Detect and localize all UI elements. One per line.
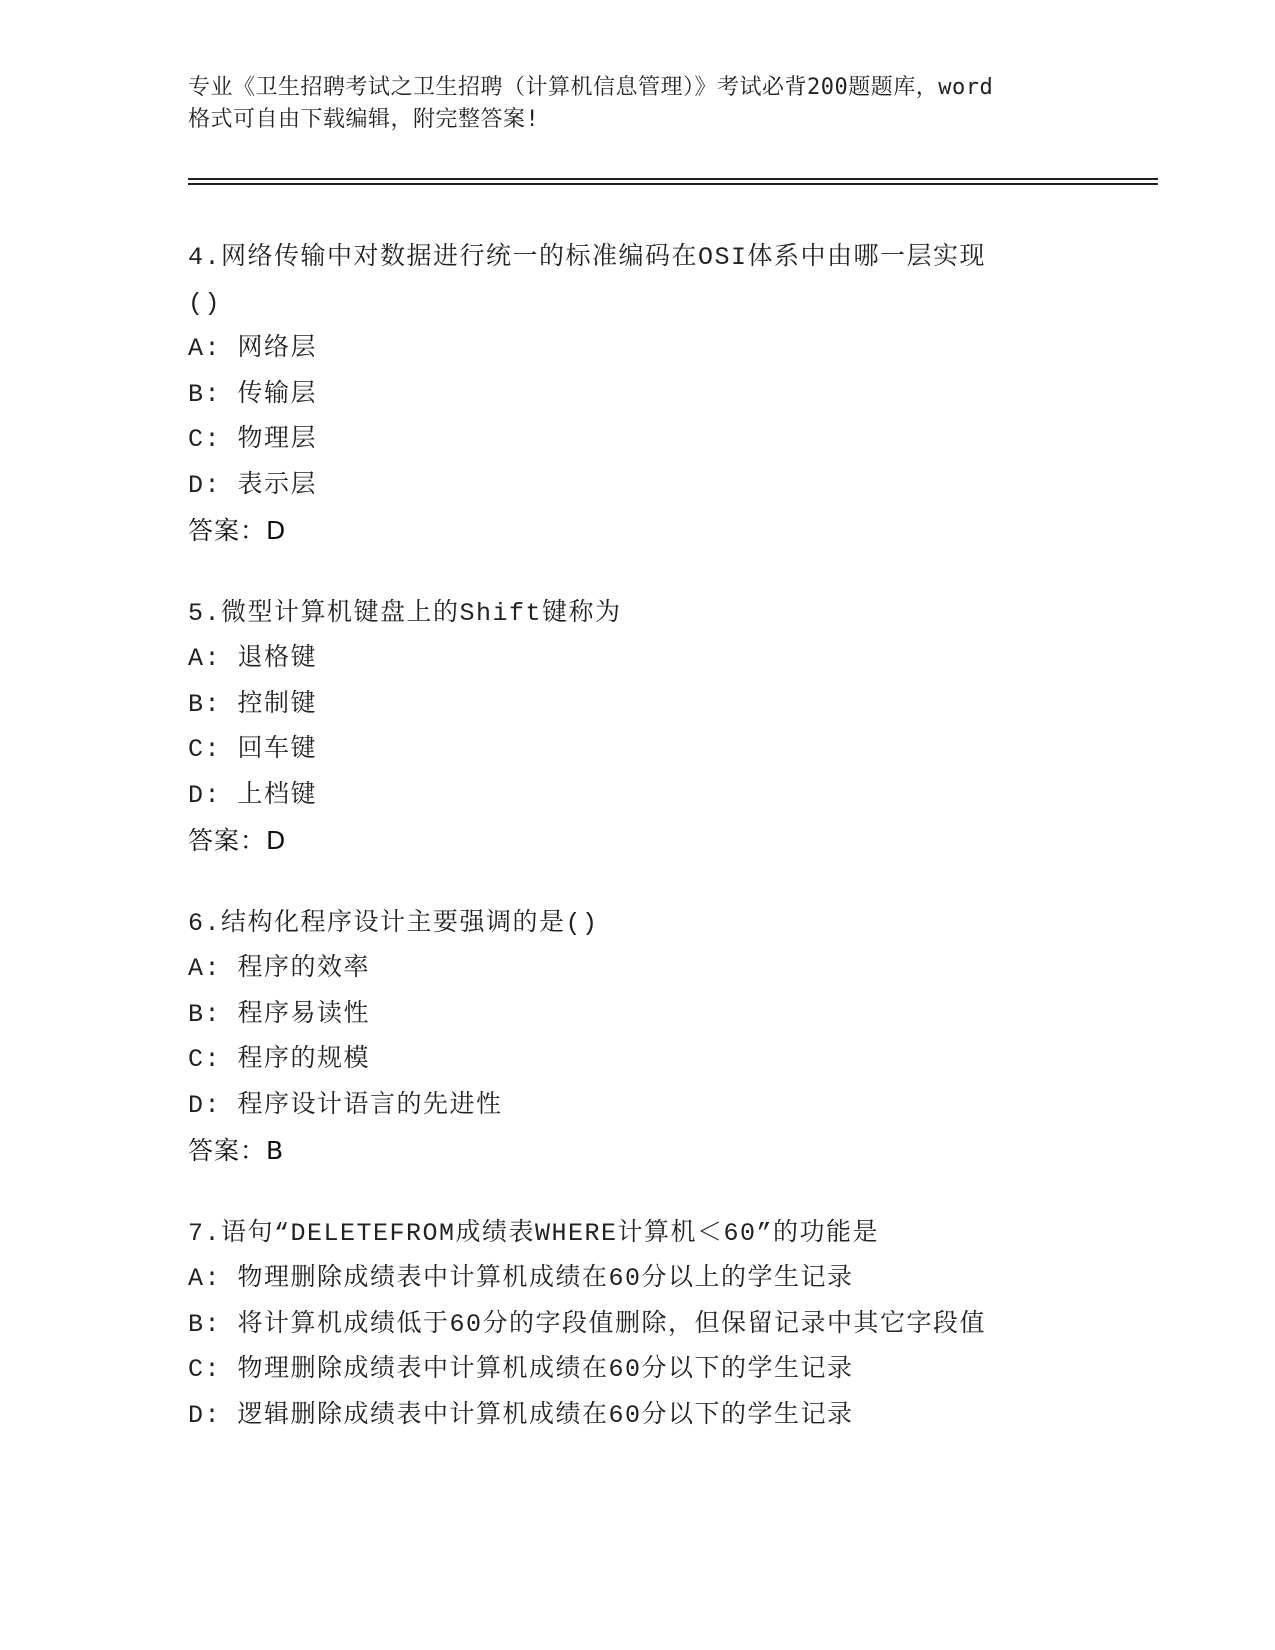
option-c: C: 程序的规模 [188,1045,371,1074]
answer-label: 答案：B [188,1136,285,1165]
header-divider-bottom [188,183,1158,185]
option-b: B: 程序易读性 [188,999,371,1029]
option-a: A: 物理删除成绩表中计算机成绩在60分以上的学生记录 [188,1264,854,1293]
question-text: 6.结构化程序设计主要强调的是() [188,908,599,938]
question-list [188,235,1148,1475]
question-text: 7.语句“DELETEFROM成绩表WHERE计算机＜60”的功能是 [188,1218,880,1248]
question-text: 5.微型计算机键盘上的Shift键称为 [188,598,622,628]
document-header [188,72,1088,136]
question-7 [188,1211,1148,1439]
option-b: B: 将计算机成绩低于60分的字段值删除，但保留记录中其它字段值 [188,1309,987,1339]
option-d: D: 上档键 [188,780,318,810]
option-c: C: 物理删除成绩表中计算机成绩在60分以下的学生记录 [188,1355,854,1384]
option-a: A: 退格键 [188,644,318,673]
option-d: D: 表示层 [188,470,318,500]
option-b: B: 传输层 [188,379,318,409]
answer-label: 答案：D [188,826,287,855]
option-c: C: 回车键 [188,735,318,764]
header-line-1: 专业《卫生招聘考试之卫生招聘（计算机信息管理）》考试必背200题题库，word [188,75,994,100]
option-d: D: 逻辑删除成绩表中计算机成绩在60分以下的学生记录 [188,1400,854,1430]
option-a: A: 程序的效率 [188,954,371,983]
question-text-continued: () [188,288,222,318]
question-4 [188,235,1148,554]
option-a: A: 网络层 [188,334,318,363]
option-b: B: 控制键 [188,689,318,719]
answer-label: 答案：D [188,516,287,545]
option-d: D: 程序设计语言的先进性 [188,1090,503,1120]
question-6 [188,901,1148,1174]
header-divider-top [188,178,1158,180]
option-c: C: 物理层 [188,425,318,454]
question-text: 4.网络传输中对数据进行统一的标准编码在OSI体系中由哪一层实现 [188,243,987,272]
header-line-2: 格式可自由下载编辑，附完整答案! [188,107,540,132]
question-5 [188,591,1148,864]
